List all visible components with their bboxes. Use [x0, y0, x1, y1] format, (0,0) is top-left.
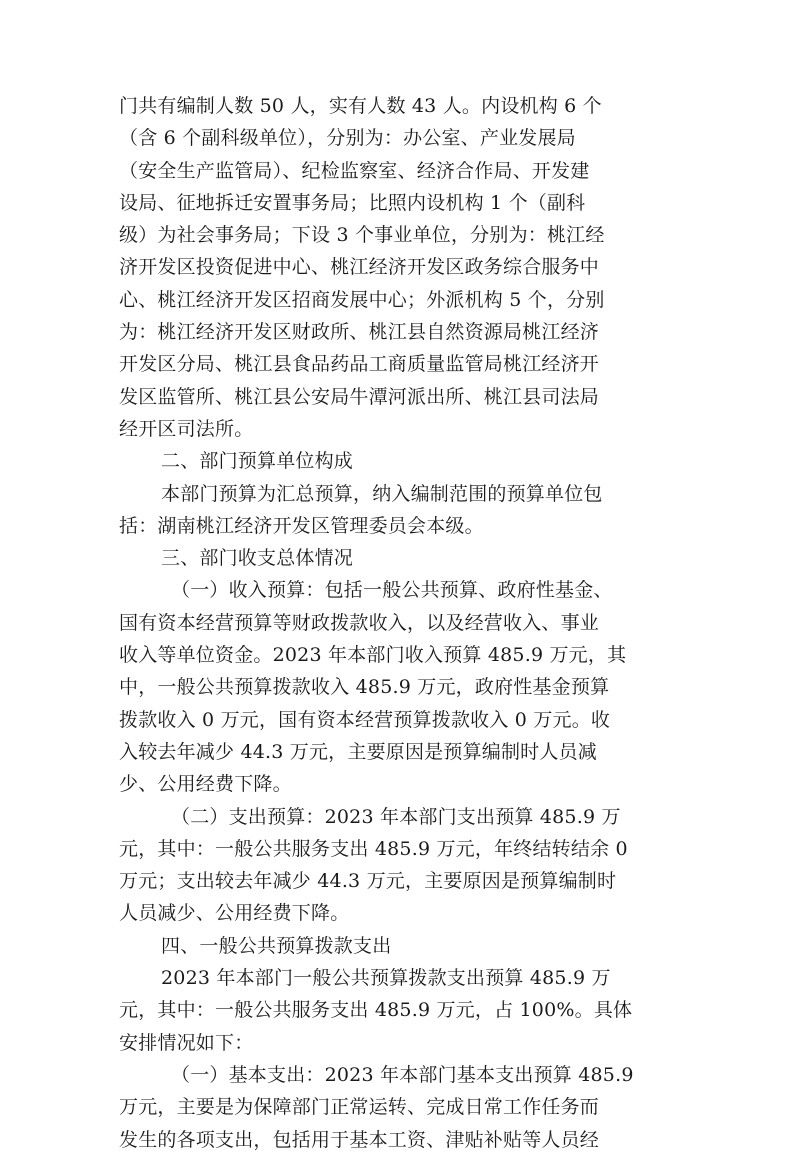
- text-line: （一）基本支出：2023 年本部门基本支出预算 485.9: [171, 1063, 634, 1086]
- text-line: 开发区分局、桃江县食品药品工商质量监管局桃江经济开: [119, 353, 600, 376]
- text-line: 2023 年本部门一般公共预算拨款支出预算 485.9 万: [161, 967, 611, 990]
- text-line: 万元，主要是为保障部门正常运转、完成日常工作任务而: [119, 1096, 600, 1119]
- text-line: 收入等单位资金。2023 年本部门收入预算 485.9 万元，其: [119, 644, 627, 667]
- text-line: 发生的各项支出，包括用于基本工资、津贴补贴等人员经: [119, 1128, 600, 1151]
- text-line: 心、桃江经济开发区招商发展中心；外派机构 5 个，分别: [119, 288, 605, 311]
- text-line: 本部门预算为汇总预算，纳入编制范围的预算单位包: [161, 482, 603, 505]
- document-page: [119, 90, 679, 1156]
- text-line: 拨款收入 0 万元，国有资本经营预算拨款收入 0 万元。收: [119, 708, 611, 731]
- text-line: （含 6 个副科级单位），分别为：办公室、产业发展局: [119, 127, 576, 150]
- text-line: 门共有编制人数 50 人，实有人数 43 人。内设机构 6 个: [119, 95, 602, 117]
- text-line: 安排情况如下：: [119, 1031, 254, 1054]
- text-line: （一）收入预算：包括一般公共预算、政府性基金、: [171, 579, 613, 602]
- text-line: 国有资本经营预算等财政拨款收入，以及经营收入、事业: [119, 611, 600, 634]
- text-line: 括：湖南桃江经济开发区管理委员会本级。: [119, 514, 484, 537]
- text-line: 入较去年减少 44.3 万元，主要原因是预算编制时人员减: [119, 740, 597, 763]
- text-line: （二）支出预算：2023 年本部门支出预算 485.9 万: [171, 805, 621, 828]
- text-line: 经开区司法所。: [119, 417, 254, 440]
- text-line: 级）为社会事务局；下设 3 个事业单位，分别为：桃江经: [119, 224, 605, 247]
- text-line: 四、一般公共预算拨款支出: [161, 934, 392, 957]
- text-line: 万元；支出较去年减少 44.3 万元，主要原因是预算编制时: [119, 870, 617, 893]
- text-line: 人员减少、公用经费下降。: [119, 902, 350, 925]
- text-line: 元，其中：一般公共服务支出 485.9 万元，年终结转结余 0: [119, 837, 628, 860]
- text-line: 二、部门预算单位构成: [161, 450, 354, 473]
- text-line: 设局、征地拆迁安置事务局；比照内设机构 1 个（副科: [119, 191, 586, 214]
- text-line: 为：桃江经济开发区财政所、桃江县自然资源局桃江经济: [119, 321, 600, 344]
- text-line: 发区监管所、桃江县公安局牛潭河派出所、桃江县司法局: [119, 385, 600, 408]
- text-line: 三、部门收支总体情况: [161, 547, 354, 570]
- text-line: 济开发区投资促进中心、桃江经济开发区政务综合服务中: [119, 256, 600, 279]
- text-line: （安全生产监管局）、纪检监察室、经济合作局、开发建: [119, 159, 590, 182]
- text-line: 元，其中：一般公共服务支出 485.9 万元，占 100%。具体: [119, 999, 633, 1022]
- text-line: 少、公用经费下降。: [119, 773, 292, 796]
- text-line: 中，一般公共预算拨款收入 485.9 万元，政府性基金预算: [119, 676, 610, 699]
